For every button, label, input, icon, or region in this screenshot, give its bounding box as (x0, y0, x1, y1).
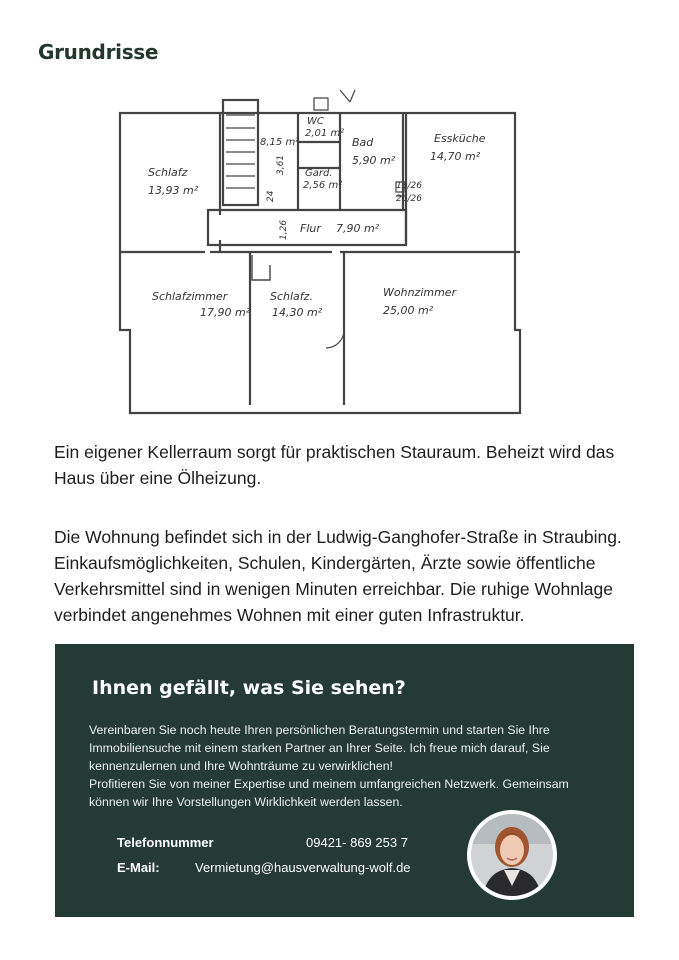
contact-panel (55, 644, 634, 917)
room-area: 7,90 m² (336, 222, 380, 235)
dimension-label: 24 (266, 190, 276, 202)
dimension-label: 13/26 (396, 181, 422, 191)
room-label: Flur (300, 222, 321, 235)
door-arc (326, 330, 344, 348)
paragraph-location: Die Wohnung befindet sich in der Ludwig-Ganghofer-Straße in Straubing. Einkaufsmöglichkeiten, Schulen, Kindergärten, Ärzte sowie öffentliche Verkehrsmittel sind in wenigen Minuten erreichbar. Die ruhige Wohnlage verbindet angenehmes Wohnen mit einer guten Infrastruktur. (54, 527, 622, 625)
email-address[interactable]: Vermietung@hausverwaltung-wolf.de (195, 860, 411, 875)
avatar-portrait (471, 814, 553, 896)
contact-intro: Vereinbaren Sie noch heute Ihren persönlichen Beratungstermin und starten Sie Ihre Immobiliensuche mit einem starken Partner an Ihrer Seite. Ich freue mich darauf, Sie kennenzulernen und Ihre Wohnträume zu verwirklichen! (89, 723, 550, 773)
room-label: Schlafz (148, 166, 188, 179)
wall (298, 142, 340, 168)
room-area: 14,30 m² (272, 306, 323, 319)
email-label: E-Mail: (117, 860, 160, 875)
stair-landing (252, 255, 270, 280)
paragraph-storage: Ein eigener Kellerraum sorgt für praktischen Stauraum. Beheizt wird das Haus über eine Ölheizung. (54, 442, 615, 488)
room-label: Schlafz. (270, 290, 313, 303)
room-area: 25,00 m² (383, 304, 434, 317)
room-label: Gard. (305, 168, 333, 179)
room-area: 17,90 m² (200, 306, 251, 319)
dimension-label: 26/26 (396, 194, 422, 204)
room-area: 13,93 m² (148, 184, 199, 197)
floor-plan (100, 80, 530, 420)
page-title: Grundrisse (38, 40, 159, 64)
room-area: 14,70 m² (430, 150, 481, 163)
dimension-label: 1,26 (279, 219, 289, 240)
room-label: Wohnzimmer (383, 286, 457, 299)
room-label: WC (307, 116, 324, 127)
room-area: 5,90 m² (352, 154, 396, 167)
floor-plan-drawing (100, 80, 530, 420)
phone-number[interactable]: 09421- 869 253 7 (306, 835, 408, 850)
room-area: 2,56 m² (303, 180, 343, 191)
contact-benefits: Profitieren Sie von meiner Expertise und meinem umfangreichen Netzwerk. Gemeinsam können wir Ihre Vorstellungen Wirklichkeit werden lassen. (89, 777, 569, 809)
chimney-mark (340, 90, 355, 102)
stair-steps (226, 115, 255, 188)
room-label: Schlafzimmer (152, 290, 228, 303)
avatar (467, 810, 557, 900)
phone-label: Telefonnummer (117, 835, 214, 850)
room-area: 8,15 m² (260, 137, 300, 148)
room-label: Bad (352, 136, 374, 149)
contact-title: Ihnen gefällt, was Sie sehen? (92, 677, 406, 699)
dimension-label: 3,61 (276, 154, 286, 175)
toilet-symbol (314, 98, 328, 110)
room-label: Essküche (434, 132, 486, 145)
room-area: 2,01 m² (305, 128, 345, 139)
